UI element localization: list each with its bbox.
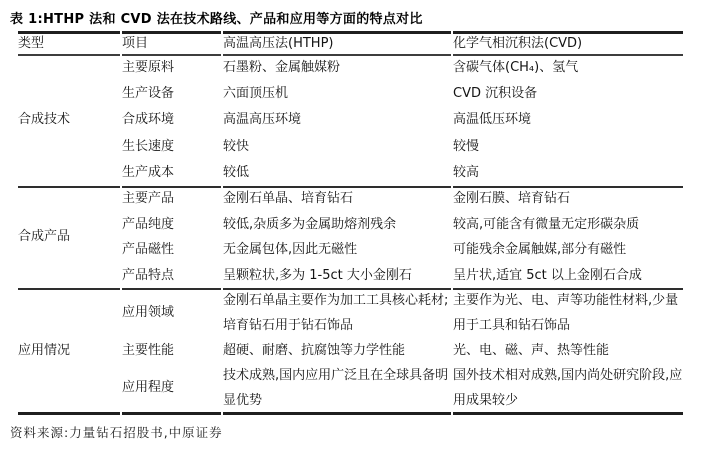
header-cvd: 化学气相沉积法(CVD) bbox=[453, 36, 583, 51]
section-applications bbox=[18, 288, 683, 413]
item-cell: 应用程度 bbox=[122, 380, 175, 396]
item-cell: 生产设备 bbox=[122, 86, 175, 102]
item-cell: 主要性能 bbox=[122, 342, 175, 358]
cvd-cell: 主要作为光、电、声等功能性材料,少量用于工具和钻石饰品 bbox=[453, 292, 679, 333]
hthp-cell: 较快 bbox=[223, 138, 250, 154]
section-synthesis-technology bbox=[18, 54, 683, 186]
hthp-cell: 技术成熟,国内应用广泛且在全球具备明显优势 bbox=[223, 367, 449, 408]
table-row bbox=[18, 288, 683, 338]
hthp-cell: 超硬、耐磨、抗腐蚀等力学性能 bbox=[223, 342, 406, 358]
cvd-cell: 高温低压环境 bbox=[453, 112, 532, 128]
cvd-cell: 可能残余金属触媒,部分有磁性 bbox=[453, 242, 627, 258]
category-cell: 合成产品 bbox=[18, 229, 71, 245]
cvd-cell: 呈片状,适宜 5ct 以上金刚石合成 bbox=[453, 267, 642, 283]
cvd-cell: 金刚石膜、培育钻石 bbox=[453, 191, 571, 207]
cvd-cell: CVD 沉积设备 bbox=[453, 86, 538, 102]
cvd-cell: 较高 bbox=[453, 165, 480, 181]
cvd-cell: 光、电、磁、声、热等性能 bbox=[453, 342, 610, 358]
item-cell: 应用领域 bbox=[122, 305, 175, 321]
hthp-cell: 高温高压环境 bbox=[223, 112, 302, 128]
hthp-cell: 无金属包体,因此无磁性 bbox=[223, 242, 358, 258]
cvd-cell: 国外技术相对成熟,国内尚处研究阶段,应用成果较少 bbox=[453, 367, 683, 408]
header-item: 项目 bbox=[122, 36, 149, 51]
hthp-cell: 六面顶压机 bbox=[223, 86, 289, 102]
hthp-cell: 较低,杂质多为金属助熔剂残余 bbox=[223, 216, 397, 232]
header-type: 类型 bbox=[18, 36, 45, 51]
category-cell: 合成技术 bbox=[18, 112, 71, 128]
hthp-cell: 金刚石单晶主要作为加工工具核心耗材;培育钻石用于钻石饰品 bbox=[223, 292, 449, 333]
item-cell: 生长速度 bbox=[122, 138, 175, 154]
item-cell: 主要原料 bbox=[122, 59, 175, 75]
table-row bbox=[18, 186, 683, 212]
header-row bbox=[18, 34, 683, 54]
hthp-cell: 金刚石单晶、培育钻石 bbox=[223, 191, 354, 207]
item-cell: 产品特点 bbox=[122, 267, 175, 283]
cvd-cell: 较慢 bbox=[453, 138, 480, 154]
comparison-table bbox=[18, 34, 683, 413]
hthp-cell: 较低 bbox=[223, 165, 250, 181]
header-hthp: 高温高压法(HTHP) bbox=[223, 36, 334, 51]
section-synthesis-products bbox=[18, 186, 683, 288]
table-title: 表 1:HTHP 法和 CVD 法在技术路线、产品和应用等方面的特点对比 bbox=[10, 12, 423, 27]
category-cell: 应用情况 bbox=[18, 342, 71, 358]
source-note: 资料来源:力量钻石招股书,中原证券 bbox=[10, 425, 223, 440]
item-cell: 生产成本 bbox=[122, 165, 175, 181]
item-cell: 产品磁性 bbox=[122, 242, 175, 258]
cvd-cell: 含碳气体(CH₄)、氢气 bbox=[453, 59, 579, 75]
item-cell: 主要产品 bbox=[122, 191, 175, 207]
table-row bbox=[18, 54, 683, 80]
item-cell: 产品纯度 bbox=[122, 216, 175, 232]
hthp-cell: 呈颗粒状,多为 1-5ct 大小金刚石 bbox=[223, 267, 412, 283]
item-cell: 合成环境 bbox=[122, 112, 175, 128]
hthp-cell: 石墨粉、金属触媒粉 bbox=[223, 59, 341, 75]
cvd-cell: 较高,可能含有微量无定形碳杂质 bbox=[453, 216, 640, 232]
